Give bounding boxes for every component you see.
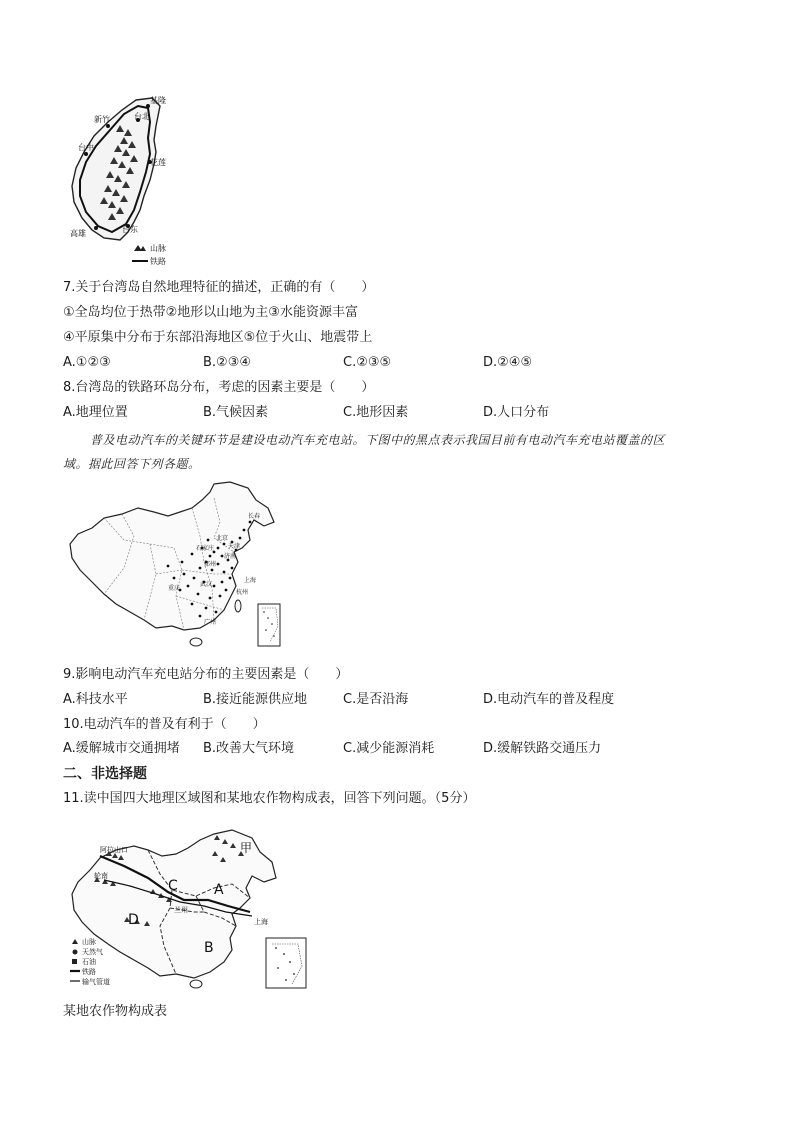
q9-stem: 9.影响电动汽车充电站分布的主要因素是（ ）	[63, 667, 349, 682]
label-guangzhou: 广州	[204, 619, 217, 626]
q7-option-d[interactable]: D.②④⑤	[483, 355, 533, 370]
q8-option-a[interactable]: A.地理位置	[63, 405, 128, 420]
label-region-b: B	[204, 940, 214, 956]
label-tianjin: 天津	[228, 543, 241, 550]
label-changchun: 长春	[248, 513, 261, 520]
mountain-legend-icon-2	[72, 939, 78, 944]
legend-mountain: 山脉	[150, 244, 166, 253]
oil-legend-icon	[72, 959, 77, 964]
mountain-legend-icon	[134, 245, 146, 251]
q8-option-d[interactable]: D.人口分布	[483, 405, 550, 420]
legend-oil: 石油	[82, 958, 96, 966]
label-region-d: D	[128, 912, 139, 928]
label-zhengzhou: 郑州	[204, 561, 217, 568]
q10-option-d[interactable]: D.缓解铁路交通压力	[483, 741, 602, 756]
q9-option-a[interactable]: A.科技水平	[63, 692, 128, 707]
label-taitung: 台东	[122, 225, 138, 234]
label-hsinchu: 新竹	[94, 115, 110, 124]
label-chongqing: 重庆	[168, 585, 181, 592]
label-lanzhou: 兰州	[174, 906, 188, 914]
q9-option-b[interactable]: B.接近能源供应地	[203, 692, 308, 707]
q7-option-b[interactable]: B.②③④	[203, 355, 252, 370]
label-kaohsiung: 高雄	[70, 229, 86, 238]
label-taipei: 台北	[134, 112, 150, 121]
legend-gas: 天然气	[82, 948, 103, 956]
label-keelung: 基隆	[150, 96, 166, 105]
label-jinan: 济南	[224, 553, 237, 560]
label-region-c: C	[168, 878, 178, 894]
q10-option-a[interactable]: A.缓解城市交通拥堵	[63, 741, 180, 756]
label-taichung: 台中	[78, 143, 94, 152]
legend-pipeline: 输气管道	[82, 978, 110, 986]
q9-option-d[interactable]: D.电动汽车的普及程度	[483, 692, 615, 707]
label-region-a: A	[214, 882, 224, 898]
q8-option-c[interactable]: C.地形因素	[343, 405, 409, 420]
label-lunnan: 轮南	[94, 872, 108, 880]
q8-stem: 8.台湾岛的铁路环岛分布，考虑的因素主要是（ ）	[63, 380, 375, 395]
q7-option-c[interactable]: C.②③⑤	[343, 355, 392, 370]
china-regions-map	[64, 826, 312, 992]
taiwan-map	[64, 92, 204, 268]
q11-stem: 11.读中国四大地理区域图和某地农作物构成表，回答下列问题。（5分）	[63, 791, 476, 806]
q10-option-b[interactable]: B.改善大气环境	[203, 741, 295, 756]
label-shanghai-1: 上海	[244, 577, 257, 584]
label-alashankou: 阿拉山口	[100, 846, 128, 854]
q7-stem: 7.关于台湾岛自然地理特征的描述，正确的有（ ）	[63, 280, 375, 295]
legend-railway-2: 铁路	[82, 968, 96, 976]
south-china-sea-inset	[258, 604, 280, 646]
section-heading: 二、非选择题	[63, 766, 147, 782]
table-caption: 某地农作物构成表	[63, 1004, 168, 1019]
china-charging-map	[64, 478, 282, 656]
label-region-jia: 甲	[240, 841, 253, 855]
passage-line-1: 普及电动汽车的关键环节是建设电动汽车充电站。下图中的黑点表示我国目前有电动汽车充电站覆盖的区	[90, 433, 666, 447]
label-shanghai-2: 上海	[254, 918, 268, 926]
q7-option-a[interactable]: A.①②③	[63, 355, 111, 370]
label-beijing: 北京	[216, 535, 229, 542]
label-wuhan: 武汉	[200, 581, 213, 588]
q7-statements-1: ①全岛均位于热带②地形以山地为主③水能资源丰富	[63, 305, 358, 320]
label-hangzhou: 杭州	[236, 589, 249, 596]
q10-stem: 10.电动汽车的普及有利于（ ）	[63, 717, 266, 732]
label-hualien: 花莲	[150, 158, 166, 167]
q7-statements-2: ④平原集中分布于东部沿海地区⑤位于火山、地震带上	[63, 330, 373, 345]
legend-railway: 铁路	[150, 257, 166, 266]
legend-mountain-2: 山脉	[82, 938, 96, 946]
q8-option-b[interactable]: B.气候因素	[203, 405, 269, 420]
q10-option-c[interactable]: C.减少能源消耗	[343, 741, 435, 756]
gas-legend-icon	[73, 950, 78, 955]
label-shijiazhuang: 石家庄	[196, 545, 215, 552]
passage-line-2: 域。据此回答下列各题。	[63, 457, 201, 471]
q9-option-c[interactable]: C.是否沿海	[343, 692, 409, 707]
